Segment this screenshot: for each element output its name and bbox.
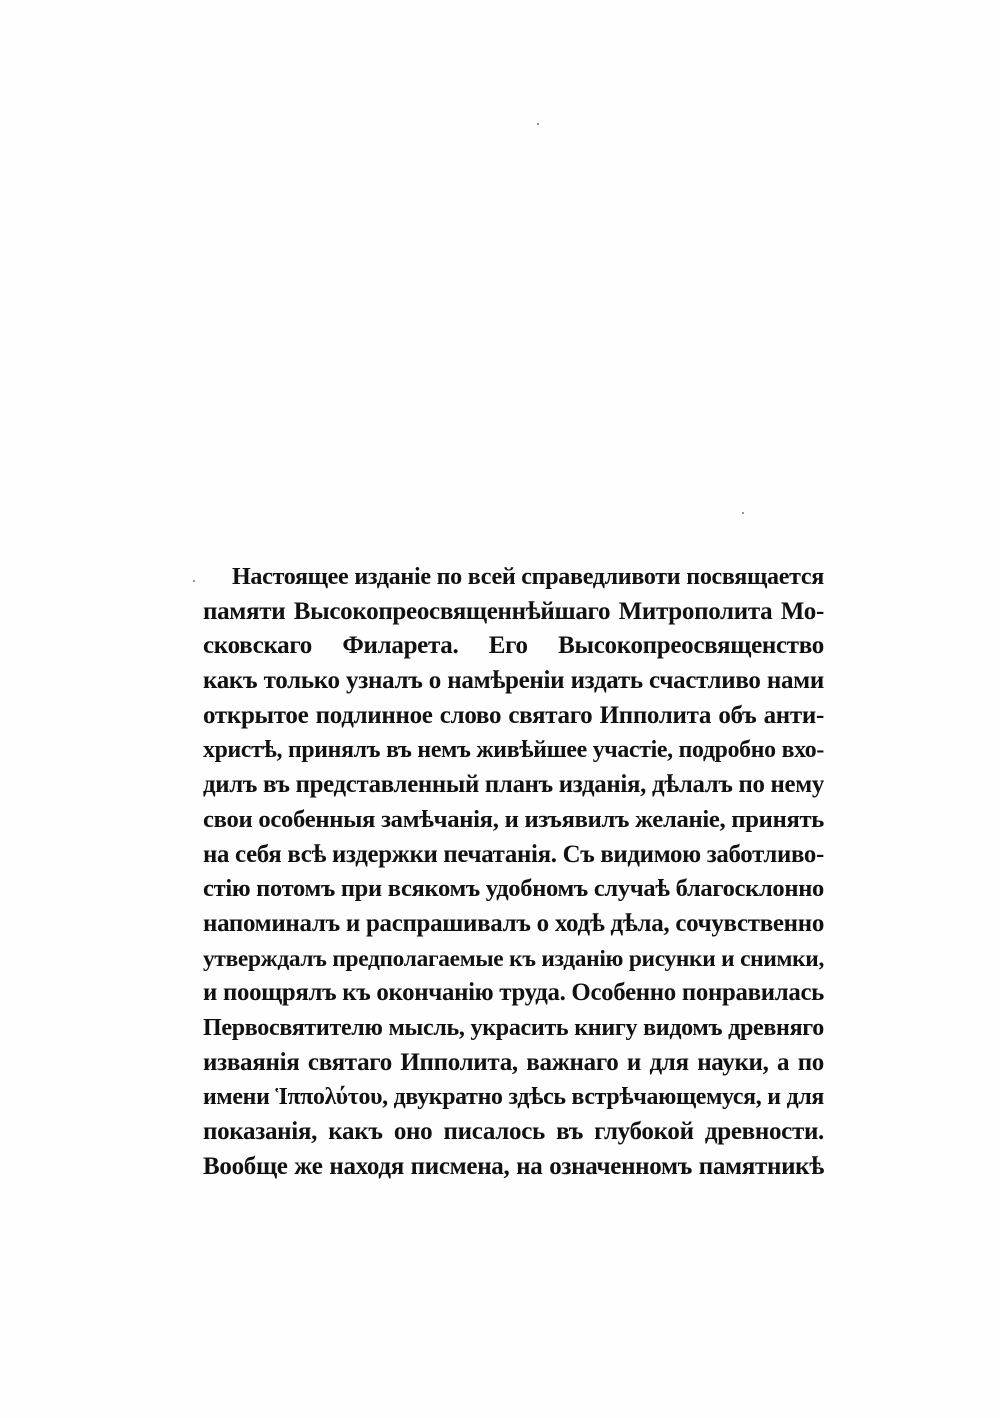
text-line: памяти Высокопреосвященнѣйшаго Митрополита Мо- [203, 597, 824, 625]
text-line: сковскаго Филарета. Его Высокопреосвященство [203, 632, 824, 660]
text-line: христѣ, принялъ въ немъ живѣйшее участіе, подробно вхо- [203, 737, 824, 764]
text-line: напоминалъ и распрашивалъ о ходѣ дѣла, сочувственно [203, 909, 824, 937]
text-line: какъ только узналъ о намѣреніи издать счастливо нами [203, 667, 824, 695]
text-line: Вообще же находя писмена, на означенномъ памятникѣ [203, 1152, 824, 1180]
text-line: стію потомъ при всякомъ удобномъ случаѣ благосклонно [203, 875, 824, 903]
text-line: Настоящее изданіе по всей справедливоти посвящается [232, 564, 824, 590]
text-line: имени Ἱππολύτου, двукратно здѣсь встрѣчающемуся, и для [203, 1084, 824, 1111]
scan-speck [193, 580, 195, 582]
text-line: показанія, какъ оно писалось въ глубокой древности. [203, 1118, 824, 1145]
text-line: и поощрялъ къ окончанію труда. Особенно понравилась [203, 979, 824, 1007]
text-line: утверждалъ предполагаемые къ изданію рисунки и снимки, [203, 945, 824, 972]
scan-speck [537, 123, 539, 125]
text-line: открытое подлинное слово святаго Ипполита объ анти- [203, 701, 824, 729]
scan-speck [742, 512, 744, 514]
text-line: дилъ въ представленный планъ изданія, дѣлалъ по нему [203, 771, 824, 799]
text-line: изваянія святаго Ипполита, важнаго и для науки, а по [203, 1048, 824, 1076]
text-line: Первосвятителю мысль, украсить книгу видомъ древняго [203, 1014, 824, 1041]
dedication-paragraph [203, 560, 824, 1184]
text-line: свои особенныя замѣчанія, и изъявилъ желаніе, принять [203, 805, 824, 833]
text-line: на себя всѣ издержки печатанія. Съ видимою заботливо- [203, 840, 824, 868]
